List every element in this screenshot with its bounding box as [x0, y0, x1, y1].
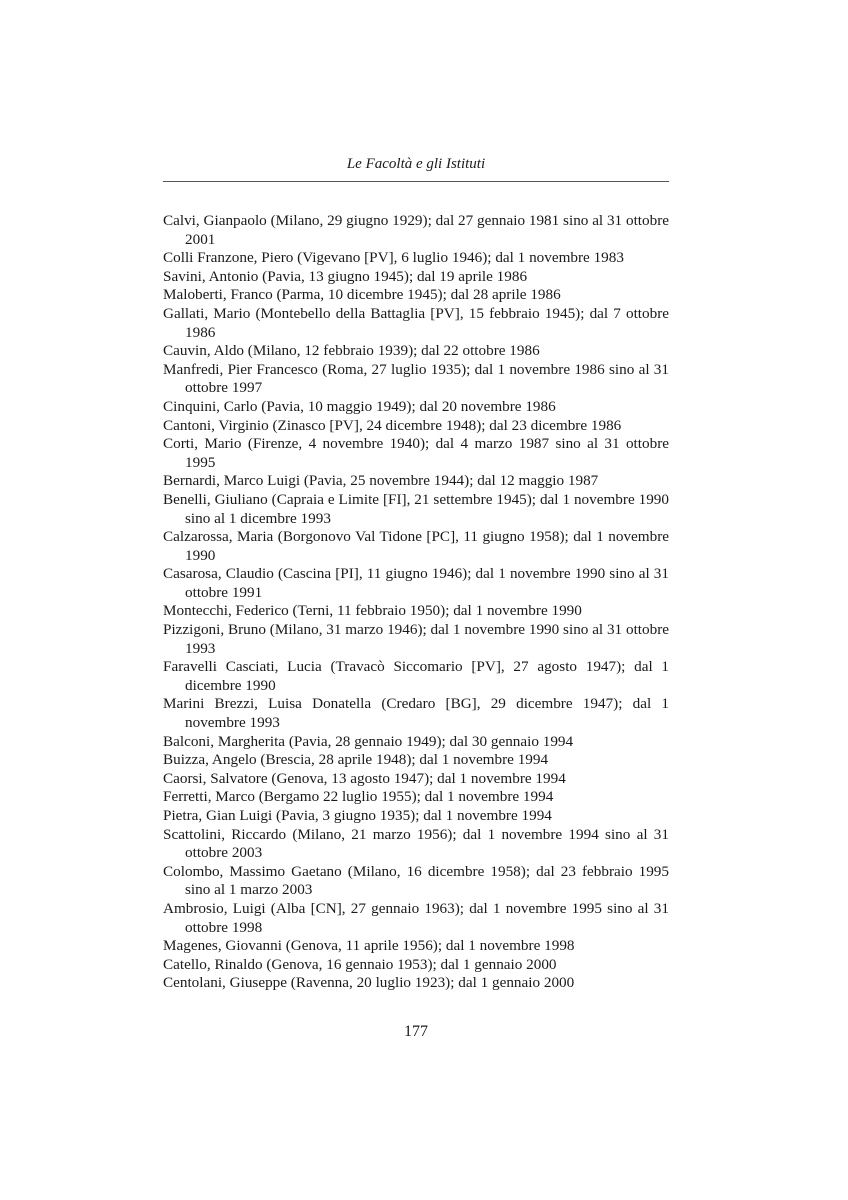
list-item: Catello, Rinaldo (Genova, 16 gennaio 1953); dal 1 gennaio 2000: [163, 955, 557, 973]
running-head: Le Facoltà e gli Istituti: [346, 156, 486, 172]
list-item: Gallati, Mario (Montebello della Battaglia [PV], 15 febbraio 1945); dal 7 ottobre 1986: [163, 304, 669, 341]
list-item: Cinquini, Carlo (Pavia, 10 maggio 1949); dal 20 novembre 1986: [163, 397, 556, 415]
list-item: Corti, Mario (Firenze, 4 novembre 1940); dal 4 marzo 1987 sino al 31 ottobre 1995: [163, 435, 669, 471]
list-item: Savini, Antonio (Pavia, 13 giugno 1945); dal 19 aprile 1986: [163, 267, 528, 285]
list-item: Benelli, Giuliano (Capraia e Limite [FI], 21 settembre 1945); dal 1 novembre 1990 sino al 1 dicembre 1993: [163, 490, 669, 527]
list-item: Magenes, Giovanni (Genova, 11 aprile 1956); dal 1 novembre 1998: [163, 937, 575, 955]
list-item: Faravelli Casciati, Lucia (Travacò Siccomario [PV], 27 agosto 1947); dal 1 dicembre 1990: [163, 658, 669, 694]
list-item: Ferretti, Marco (Bergamo 22 luglio 1955); dal 1 novembre 1994: [163, 788, 554, 806]
list-item: Maloberti, Franco (Parma, 10 dicembre 1945); dal 28 aprile 1986: [163, 286, 561, 304]
list-item: Centolani, Giuseppe (Ravenna, 20 luglio 1923); dal 1 gennaio 2000: [163, 974, 575, 992]
list-item: Buizza, Angelo (Brescia, 28 aprile 1948); dal 1 novembre 1994: [163, 751, 549, 769]
page-number: 177: [404, 1023, 428, 1040]
list-item: Scattolini, Riccardo (Milano, 21 marzo 1956); dal 1 novembre 1994 sino al 31 ottobre 2003: [163, 825, 669, 862]
list-item: Manfredi, Pier Francesco (Roma, 27 luglio 1935); dal 1 novembre 1986 sino al 31 ottobre 1997: [163, 360, 669, 397]
list-item: Caorsi, Salvatore (Genova, 13 agosto 1947); dal 1 novembre 1994: [163, 769, 566, 787]
list-item: Calzarossa, Maria (Borgonovo Val Tidone [PC], 11 giugno 1958); dal 1 novembre 1990: [163, 528, 669, 564]
list-item: Colli Franzone, Piero (Vigevano [PV], 6 luglio 1946); dal 1 novembre 1983: [163, 249, 624, 267]
list-item: Marini Brezzi, Luisa Donatella (Credaro [BG], 29 dicembre 1947); dal 1 novembre 1993: [163, 695, 669, 732]
list-item: Pizzigoni, Bruno (Milano, 31 marzo 1946); dal 1 novembre 1990 sino al 31 ottobre 1993: [163, 621, 669, 657]
list-item: Balconi, Margherita (Pavia, 28 gennaio 1949); dal 30 gennaio 1994: [163, 732, 574, 750]
list-item: Casarosa, Claudio (Cascina [PI], 11 giugno 1946); dal 1 novembre 1990 sino al 31 ottobre 1991: [163, 565, 669, 601]
list-item: Cauvin, Aldo (Milano, 12 febbraio 1939); dal 22 ottobre 1986: [163, 342, 540, 360]
list-item: Bernardi, Marco Luigi (Pavia, 25 novembre 1944); dal 12 maggio 1987: [163, 472, 599, 490]
list-item: Cantoni, Virginio (Zinasco [PV], 24 dicembre 1948); dal 23 dicembre 1986: [163, 416, 622, 434]
faculty-list: [163, 212, 669, 993]
list-item: Colombo, Massimo Gaetano (Milano, 16 dicembre 1958); dal 23 febbraio 1995 sino al 1 marzo 2003: [163, 862, 669, 899]
list-item: Ambrosio, Luigi (Alba [CN], 27 gennaio 1963); dal 1 novembre 1995 sino al 31 ottobre 1998: [163, 899, 669, 936]
header-rule: [163, 181, 669, 182]
list-item: Montecchi, Federico (Terni, 11 febbraio 1950); dal 1 novembre 1990: [163, 602, 582, 620]
list-item: Pietra, Gian Luigi (Pavia, 3 giugno 1935); dal 1 novembre 1994: [163, 807, 552, 824]
list-item: Calvi, Gianpaolo (Milano, 29 giugno 1929); dal 27 gennaio 1981 sino al 31 ottobre 2001: [163, 212, 669, 248]
